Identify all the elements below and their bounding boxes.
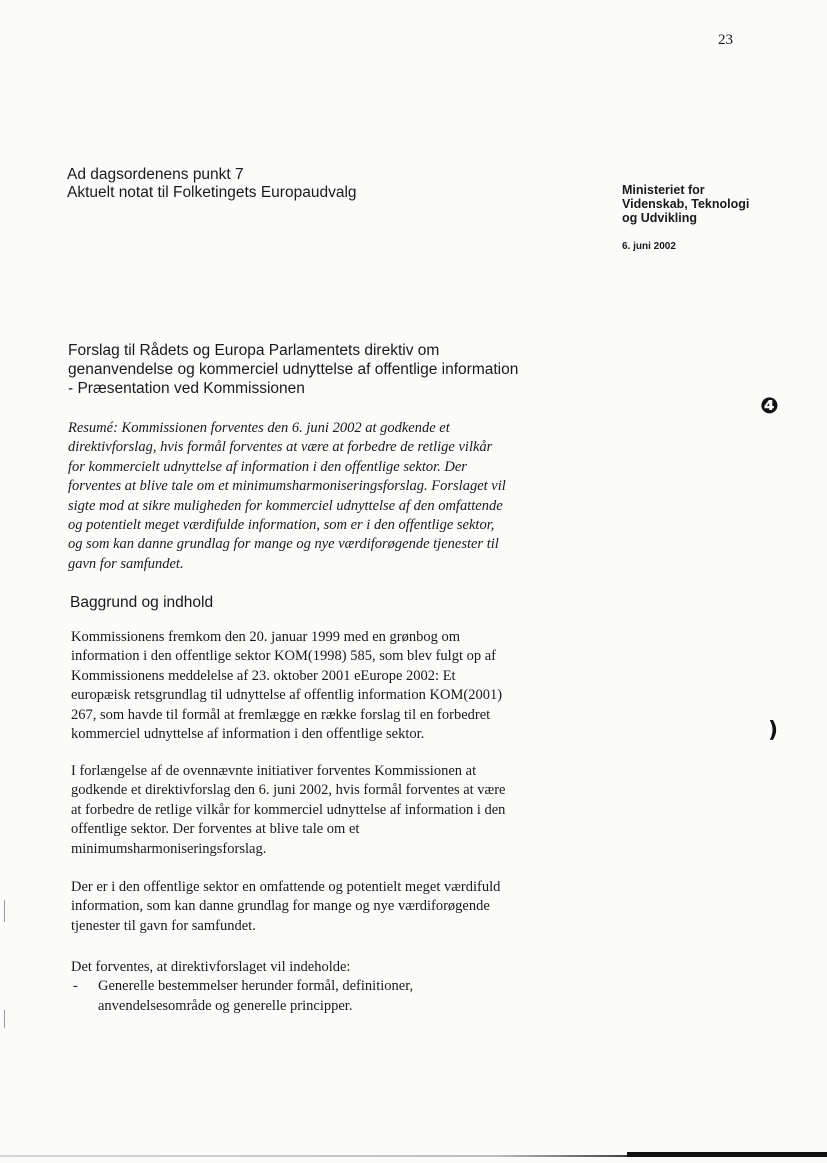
resume-line: og potentielt meget værdifulde information, som er i den offentlige sektor, bbox=[68, 517, 495, 534]
paragraph-line: Det forventes, at direktivforslaget vil indeholde: bbox=[71, 959, 351, 975]
list-item bbox=[71, 977, 591, 1016]
paragraph-line: I forlængelse af de ovennævnte initiativer forventes Kommissionen at bbox=[71, 763, 477, 779]
section-heading: Baggrund og indhold bbox=[70, 594, 214, 611]
ministry-name bbox=[622, 183, 749, 225]
paragraph-line: 267, som havde til formål at fremlægge en række forslag til en forbedret bbox=[71, 706, 491, 723]
ministry-line: Ministeriet for bbox=[622, 183, 705, 197]
scan-bottom-edge bbox=[627, 1152, 827, 1157]
paragraph-line: at forbedre de retlige vilkår for kommerciel udnyttelse af information i den bbox=[71, 801, 506, 818]
paragraph-line: kommerciel udnyttelse af information i den offentlige sektor. bbox=[71, 726, 425, 743]
paragraph-value bbox=[71, 878, 591, 936]
paragraph-line: minimumsharmoniseringsforslag. bbox=[71, 840, 267, 857]
resume-summary bbox=[68, 419, 588, 574]
punch-hole-mark: ❹ bbox=[760, 394, 779, 419]
resume-line: Resumé: Kommissionen forventes den 6. juni 2002 at godkende et bbox=[68, 420, 450, 436]
paragraph-initiatives bbox=[71, 762, 591, 859]
resume-line: sigte mod at sikre muligheden for kommerciel udnyttelse af den omfattende bbox=[68, 497, 503, 514]
proposal-title bbox=[68, 341, 588, 398]
ministry-line: og Udvikling bbox=[622, 211, 697, 225]
paragraph-line: godkende et direktivforslag den 6. juni 2002, hvis formål forventes at være bbox=[71, 782, 506, 799]
scan-edge-mark bbox=[4, 1010, 5, 1028]
bullet-dash: - bbox=[73, 978, 78, 995]
resume-line: og som kan danne grundlag for mange og nye værdiforøgende tjenester til bbox=[68, 536, 499, 553]
paragraph-line: Kommissionens meddelelse af 23. oktober 2001 eEurope 2002: Et bbox=[71, 667, 456, 684]
paragraph-line: europæisk retsgrundlag til udnyttelse af offentlig information KOM(2001) bbox=[71, 687, 503, 704]
paragraph-line: information, som kan danne grundlag for mange og nye værdiforøgende bbox=[71, 898, 490, 915]
paragraph-line: information i den offentlige sektor KOM(1998) 585, som blev fulgt op af bbox=[71, 648, 496, 665]
list-item-line: Generelle bestemmelser herunder formål, definitioner, bbox=[98, 978, 414, 995]
agenda-line: Aktuelt notat til Folketingets Europaudvalg bbox=[67, 184, 357, 201]
resume-line: for kommercielt udnyttelse af information i den offentlige sektor. Der bbox=[68, 458, 467, 475]
list-item-line: anvendelsesområde og generelle principper. bbox=[98, 997, 353, 1014]
agenda-heading bbox=[67, 166, 357, 202]
resume-line: direktivforslag, hvis formål forventes at være at forbedre de retlige vilkår bbox=[68, 439, 493, 456]
title-line: genanvendelse og kommerciel udnyttelse af offentlige information bbox=[68, 361, 519, 378]
paragraph-contents bbox=[71, 958, 591, 1016]
page-number: 23 bbox=[718, 32, 733, 48]
resume-line: forventes at blive tale om et minimumsharmoniseringsforslag. Forslaget vil bbox=[68, 478, 506, 495]
paragraph-background bbox=[71, 628, 591, 744]
resume-line: gavn for samfundet. bbox=[68, 555, 184, 572]
title-line: - Præsentation ved Kommissionen bbox=[68, 380, 305, 397]
paragraph-line: tjenester til gavn for samfundet. bbox=[71, 917, 256, 934]
paragraph-line: offentlige sektor. Der forventes at blive tale om et bbox=[71, 821, 360, 838]
ministry-line: Videnskab, Teknologi bbox=[622, 197, 750, 211]
scan-edge-mark bbox=[4, 900, 5, 922]
agenda-line: Ad dagsordenens punkt 7 bbox=[67, 166, 244, 183]
paragraph-line: Der er i den offentlige sektor en omfattende og potentielt meget værdifuld bbox=[71, 879, 501, 895]
document-date: 6. juni 2002 bbox=[622, 241, 676, 252]
title-line: Forslag til Rådets og Europa Parlamentets direktiv om bbox=[68, 342, 440, 359]
paragraph-line: Kommissionens fremkom den 20. januar 1999 med en grønbog om bbox=[71, 629, 461, 645]
punch-hole-mark: ) bbox=[768, 718, 779, 743]
